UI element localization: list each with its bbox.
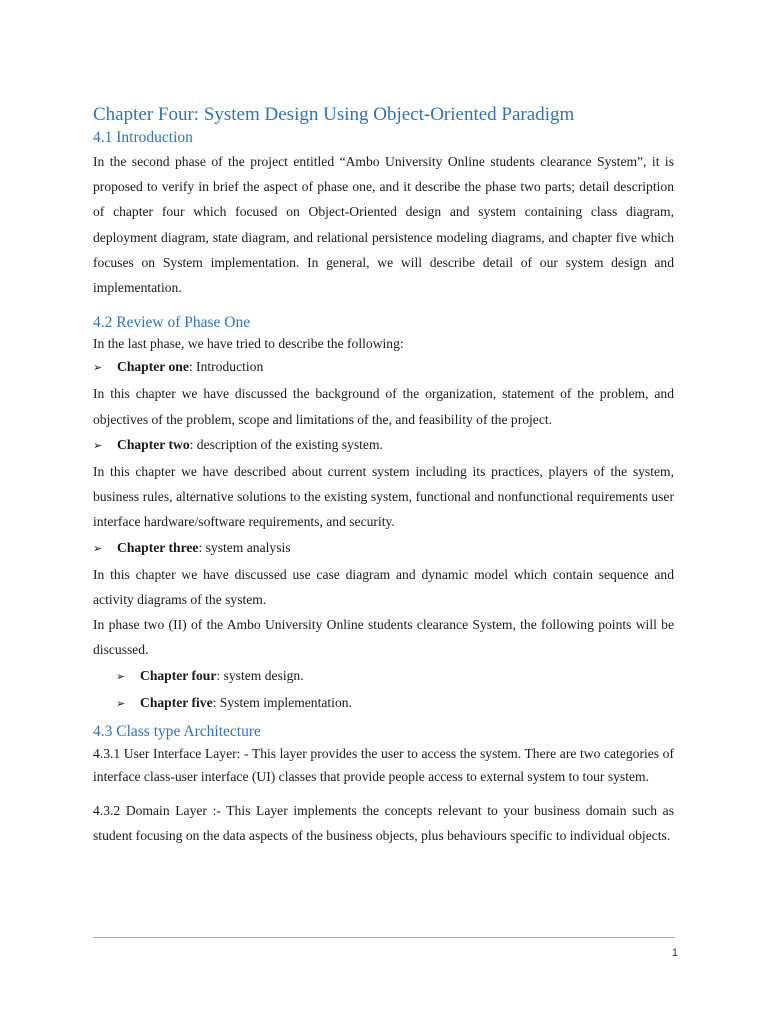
bullet-chapter-three xyxy=(93,535,674,562)
bullet-text: : description of the existing system. xyxy=(189,436,383,452)
bullet-text: : system analysis xyxy=(198,539,291,555)
chapter-title: Chapter Four: System Design Using Object-Oriented Paradigm xyxy=(93,104,575,125)
bullet-chapter-one xyxy=(93,354,674,381)
arrow-bullet-icon: ➢ xyxy=(116,697,126,710)
bullet-label: Chapter two xyxy=(117,436,190,452)
bullet-chapter-two xyxy=(93,432,674,459)
chapter-two-paragraph: In this chapter we have described about current system including its practices, players of the system, business rules, alternative solutions to the existing system, functional and nonfunctional requirements user interface hardware/software requirements, and security. xyxy=(93,464,674,530)
arrow-bullet-icon: ➢ xyxy=(116,670,126,683)
arrow-bullet-icon: ➢ xyxy=(93,439,103,452)
bullet-label: Chapter one xyxy=(117,359,189,375)
chapter-three-paragraph: In this chapter we have discussed use case diagram and dynamic model which contain sequence and activity diagrams of the system. xyxy=(93,566,674,608)
footer-divider xyxy=(93,937,675,938)
section-heading-introduction: 4.1 Introduction xyxy=(93,129,193,146)
page-number: 1 xyxy=(671,947,678,959)
section-heading-review: 4.2 Review of Phase One xyxy=(93,314,251,332)
chapter-one-paragraph: In this chapter we have discussed the background of the organization, statement of the problem, and objectives of the problem, scope and limitations of the, and feasibility of the project. xyxy=(93,386,674,427)
arrow-bullet-icon: ➢ xyxy=(93,542,103,555)
arrow-bullet-icon: ➢ xyxy=(93,362,103,375)
bullet-label: Chapter four xyxy=(140,667,217,683)
section-heading-architecture: 4.3 Class type Architecture xyxy=(93,723,261,741)
bullet-text: : system design. xyxy=(216,667,304,683)
review-lead-paragraph: In the last phase, we have tried to describe the following: xyxy=(93,336,404,352)
bullet-label: Chapter three xyxy=(117,539,199,555)
bullet-text: : System implementation. xyxy=(212,694,352,710)
bullet-text: : Introduction xyxy=(188,359,264,375)
phase-two-paragraph: In phase two (II) of the Ambo University Online students clearance System, the following points will be discussed. xyxy=(93,617,674,658)
introduction-paragraph: In the second phase of the project entitled “Ambo University Online students clearance System”, it is proposed to verify in brief the aspect of phase one, and it describe the phase two parts; detail description of chapter four which focused on Object-Oriented design and system containing class diagram, deployment diagram, state diagram, and relational persistence modeling diagrams, and chapter five which focuses on System implementation. In general, we will describe detail of our system design and implementation. xyxy=(93,154,674,296)
bullet-chapter-five xyxy=(93,690,674,717)
page-content xyxy=(93,103,674,848)
bullet-chapter-four xyxy=(93,663,674,690)
domain-layer-paragraph: 4.3.2 Domain Layer :- This Layer implements the concepts relevant to your business domain such as student focusing on the data aspects of the business objects, plus behaviours specific to individual objects. xyxy=(93,803,674,844)
ui-layer-paragraph: 4.3.1 User Interface Layer: - This layer provides the user to access the system. There are two categories of interface class-user interface (UI) classes that provide people access to external system to tour system. xyxy=(93,746,674,784)
bullet-label: Chapter five xyxy=(140,694,213,710)
